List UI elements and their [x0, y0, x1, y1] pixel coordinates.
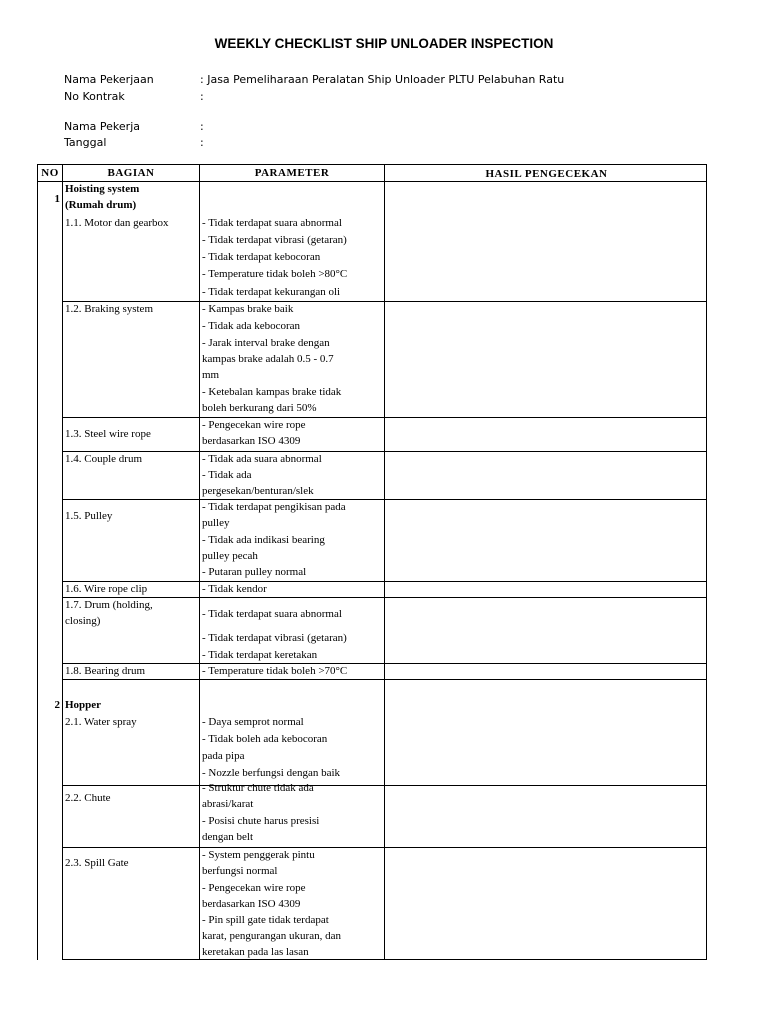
parameter-line: - Pengecekan wire rope — [202, 882, 306, 894]
item-name: 1.7. Drum (holding, — [65, 599, 153, 611]
meta-label: Nama Pekerjaan — [64, 73, 154, 86]
meta-value: : — [200, 90, 204, 103]
item-name: 2.3. Spill Gate — [65, 857, 129, 869]
item-name: 2.1. Water spray — [65, 716, 137, 728]
parameter-line: - Tidak ada — [202, 469, 252, 481]
parameter-line: - Tidak terdapat pengikisan pada — [202, 501, 346, 513]
header-parameter: PARAMETER — [254, 167, 330, 179]
parameter-line: - Struktur chute tidak ada — [202, 782, 314, 794]
parameter-line: abrasi/karat — [202, 798, 254, 810]
parameter-line: - Temperature tidak boleh >80°C — [202, 268, 348, 280]
parameter-line: pulley — [202, 517, 230, 529]
parameter-line: - System penggerak pintu — [202, 849, 315, 861]
parameter-line: berfungsi normal — [202, 865, 278, 877]
parameter-line: - Nozzle berfungsi dengan baik — [202, 767, 341, 779]
row-divider — [62, 785, 706, 786]
parameter-line: keretakan pada las lasan — [202, 946, 309, 958]
item-name: 1.2. Braking system — [65, 303, 153, 315]
row-divider — [62, 581, 706, 582]
parameter-line: - Tidak terdapat suara abnormal — [202, 217, 342, 229]
row-divider — [62, 451, 706, 452]
row-divider — [62, 847, 706, 848]
meta-label: Tanggal — [64, 136, 107, 149]
parameter-line: - Tidak kendor — [202, 583, 267, 595]
parameter-line: - Daya semprot normal — [202, 716, 304, 728]
parameter-line: berdasarkan ISO 4309 — [202, 435, 301, 447]
meta-value: : Jasa Pemeliharaan Peralatan Ship Unloader PLTU Pelabuhan Ratu — [200, 73, 565, 86]
parameter-line: pada pipa — [202, 750, 245, 762]
item-name: 1.1. Motor dan gearbox — [65, 217, 169, 229]
meta-label: Nama Pekerja — [64, 120, 140, 133]
row-divider — [62, 959, 706, 960]
parameter-line: pergesekan/benturan/slek — [202, 485, 314, 497]
parameter-line: - Jarak interval brake dengan — [202, 337, 330, 349]
parameter-line: - Ketebalan kampas brake tidak — [202, 386, 342, 398]
checklist-table — [37, 164, 707, 960]
parameter-line: - Tidak terdapat suara abnormal — [202, 608, 342, 620]
item-name: 1.3. Steel wire rope — [65, 428, 151, 440]
section-title: Hopper — [65, 699, 102, 711]
parameter-line: kampas brake adalah 0.5 - 0.7 — [202, 353, 334, 365]
column-divider — [62, 165, 63, 960]
parameter-line: - Tidak ada indikasi bearing — [202, 534, 325, 546]
item-name: 1.8. Bearing drum — [65, 665, 146, 677]
header-hasil-pengecekan: HASIL PENGECEKAN — [485, 168, 608, 180]
parameter-line: - Tidak terdapat vibrasi (getaran) — [202, 234, 347, 246]
page-title: WEEKLY CHECKLIST SHIP UNLOADER INSPECTION — [214, 36, 554, 51]
parameter-line: - Tidak ada suara abnormal — [202, 453, 322, 465]
parameter-line: karat, pengurangan ukuran, dan — [202, 930, 341, 942]
item-name: 1.6. Wire rope clip — [65, 583, 148, 595]
parameter-line: - Tidak terdapat kekurangan oli — [202, 286, 341, 298]
parameter-line: - Kampas brake baik — [202, 303, 294, 315]
header-no: NO — [41, 167, 59, 179]
parameter-line: boleh berkurang dari 50% — [202, 402, 317, 414]
parameter-line: - Putaran pulley normal — [202, 566, 307, 578]
meta-label: No Kontrak — [64, 90, 125, 103]
row-divider — [62, 597, 706, 598]
section-number: 1 — [54, 193, 60, 205]
row-divider — [62, 663, 706, 664]
row-divider — [62, 499, 706, 500]
item-name: 1.4. Couple drum — [65, 453, 142, 465]
meta-value: : — [200, 136, 204, 149]
parameter-line: - Temperature tidak boleh >70°C — [202, 665, 348, 677]
item-name: 2.2. Chute — [65, 792, 111, 804]
section-number: 2 — [54, 699, 60, 711]
parameter-line: - Tidak ada kebocoran — [202, 320, 301, 332]
parameter-line: - Posisi chute harus presisi — [202, 815, 320, 827]
header-bagian: BAGIAN — [107, 167, 155, 179]
parameter-line: pulley pecah — [202, 550, 258, 562]
section-title: Hoisting system — [65, 183, 140, 195]
row-divider — [62, 301, 706, 302]
parameter-line: - Tidak terdapat keretakan — [202, 649, 318, 661]
meta-value: : — [200, 120, 204, 133]
parameter-line: - Tidak boleh ada kebocoran — [202, 733, 328, 745]
item-name: closing) — [65, 615, 101, 627]
item-name: 1.5. Pulley — [65, 510, 113, 522]
parameter-line: - Tidak terdapat vibrasi (getaran) — [202, 632, 347, 644]
parameter-line: dengan belt — [202, 831, 254, 843]
row-divider — [62, 679, 706, 680]
parameter-line: mm — [202, 369, 220, 381]
column-divider — [384, 165, 385, 960]
parameter-line: - Pengecekan wire rope — [202, 419, 306, 431]
row-divider — [62, 417, 706, 418]
parameter-line: - Pin spill gate tidak terdapat — [202, 914, 329, 926]
parameter-line: berdasarkan ISO 4309 — [202, 898, 301, 910]
column-divider — [199, 165, 200, 960]
section-title: (Rumah drum) — [65, 199, 137, 211]
parameter-line: - Tidak terdapat kebocoran — [202, 251, 321, 263]
